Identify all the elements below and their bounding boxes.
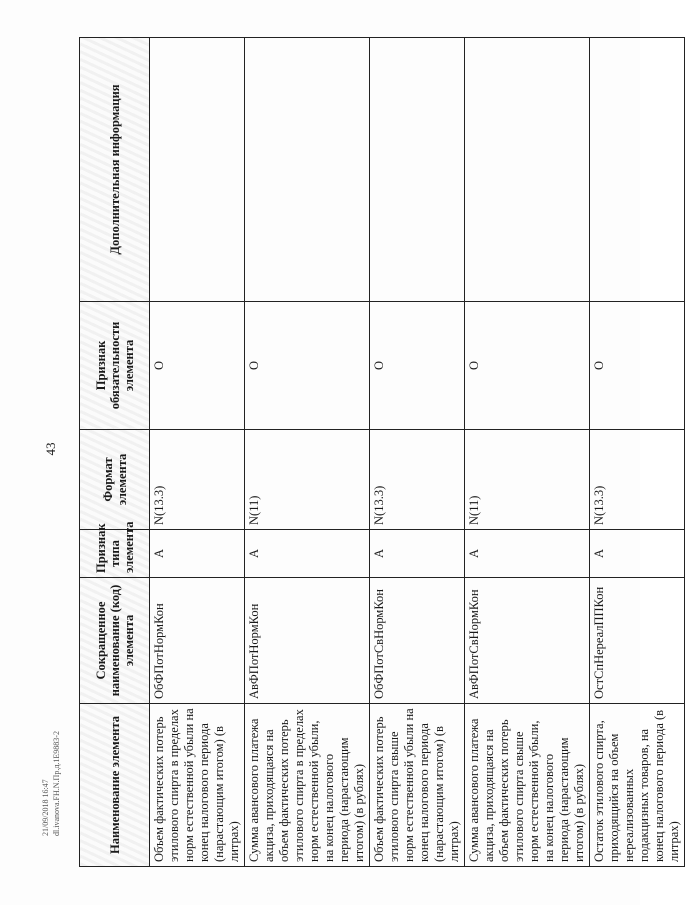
cell-type: А [590,530,685,578]
cell-name: Остаток этилового спирта, приходящийся на объем нереализованных подакцизных товаров, на конец налогового периода (в литрах) [590,704,685,867]
cell-format: N(11) [245,430,370,530]
cell-code: ОбФПотСвНормКон [370,578,465,704]
cell-name: Объем фактических потерь этилового спирта в пределах норм естественной убыли на конец налогового периода (нарастающим итогом) (в литрах) [150,704,245,867]
cell-type: А [150,530,245,578]
table-header-row [80,38,150,867]
side-note-line: 21/09/2018 16:47 [41,779,50,836]
cell-required: О [370,302,465,430]
side-note [40,696,74,836]
table-row [150,38,245,867]
header-format: Формат элемента [80,430,150,530]
cell-type: А [370,530,465,578]
cell-required: О [465,302,590,430]
cell-required: О [150,302,245,430]
cell-name: Объем фактических потерь этилового спирта свыше норм естественной убыли на конец налогового периода (нарастающим итогом) (в литрах) [370,704,465,867]
header-type: Признак типа элемента [80,530,150,578]
cell-info [465,38,590,302]
cell-code: АвФПотСвНормКон [465,578,590,704]
cell-code: АвФПотНормКон [245,578,370,704]
cell-name: Сумма авансового платежа акциза, приходящаяся на объем фактических потерь этилового спирта свыше норм естественной убыли, на конец налогового периода (нарастающим итогом) (в рублях) [465,704,590,867]
cell-required: О [245,302,370,430]
cell-format: N(13.3) [150,430,245,530]
rotated-table-container [79,37,681,867]
cell-code: ОстСпНереалППКон [590,578,685,704]
cell-info [590,38,685,302]
cell-required: О [590,302,685,430]
cell-type: А [245,530,370,578]
header-required: Признак обязательности элемента [80,302,150,430]
cell-info [370,38,465,302]
cell-type: А [465,530,590,578]
table-row [245,38,370,867]
table-row [590,38,685,867]
cell-name: Сумма авансового платежа акциза, приходящаяся на объем фактических потерь этилового спирта в пределах норм естественной убыли, на конец налогового периода (нарастающим итогом) (в рублях) [245,704,370,867]
elements-table [79,37,685,867]
cell-code: ОбФПотНормКон [150,578,245,704]
side-note-line: dl.ivanova.FH.N.Пр.д.1E9883-2 [52,731,61,836]
table-row [370,38,465,867]
header-code: Сокращенное наименование (код) элемента [80,578,150,704]
cell-format: N(11) [465,430,590,530]
cell-format: N(13.3) [590,430,685,530]
cell-info [150,38,245,302]
header-name: Наименование элемента [80,704,150,867]
page-number: 43 [43,442,58,456]
cell-format: N(13.3) [370,430,465,530]
table-row [465,38,590,867]
header-info: Дополнительная информация [80,38,150,302]
cell-info [245,38,370,302]
